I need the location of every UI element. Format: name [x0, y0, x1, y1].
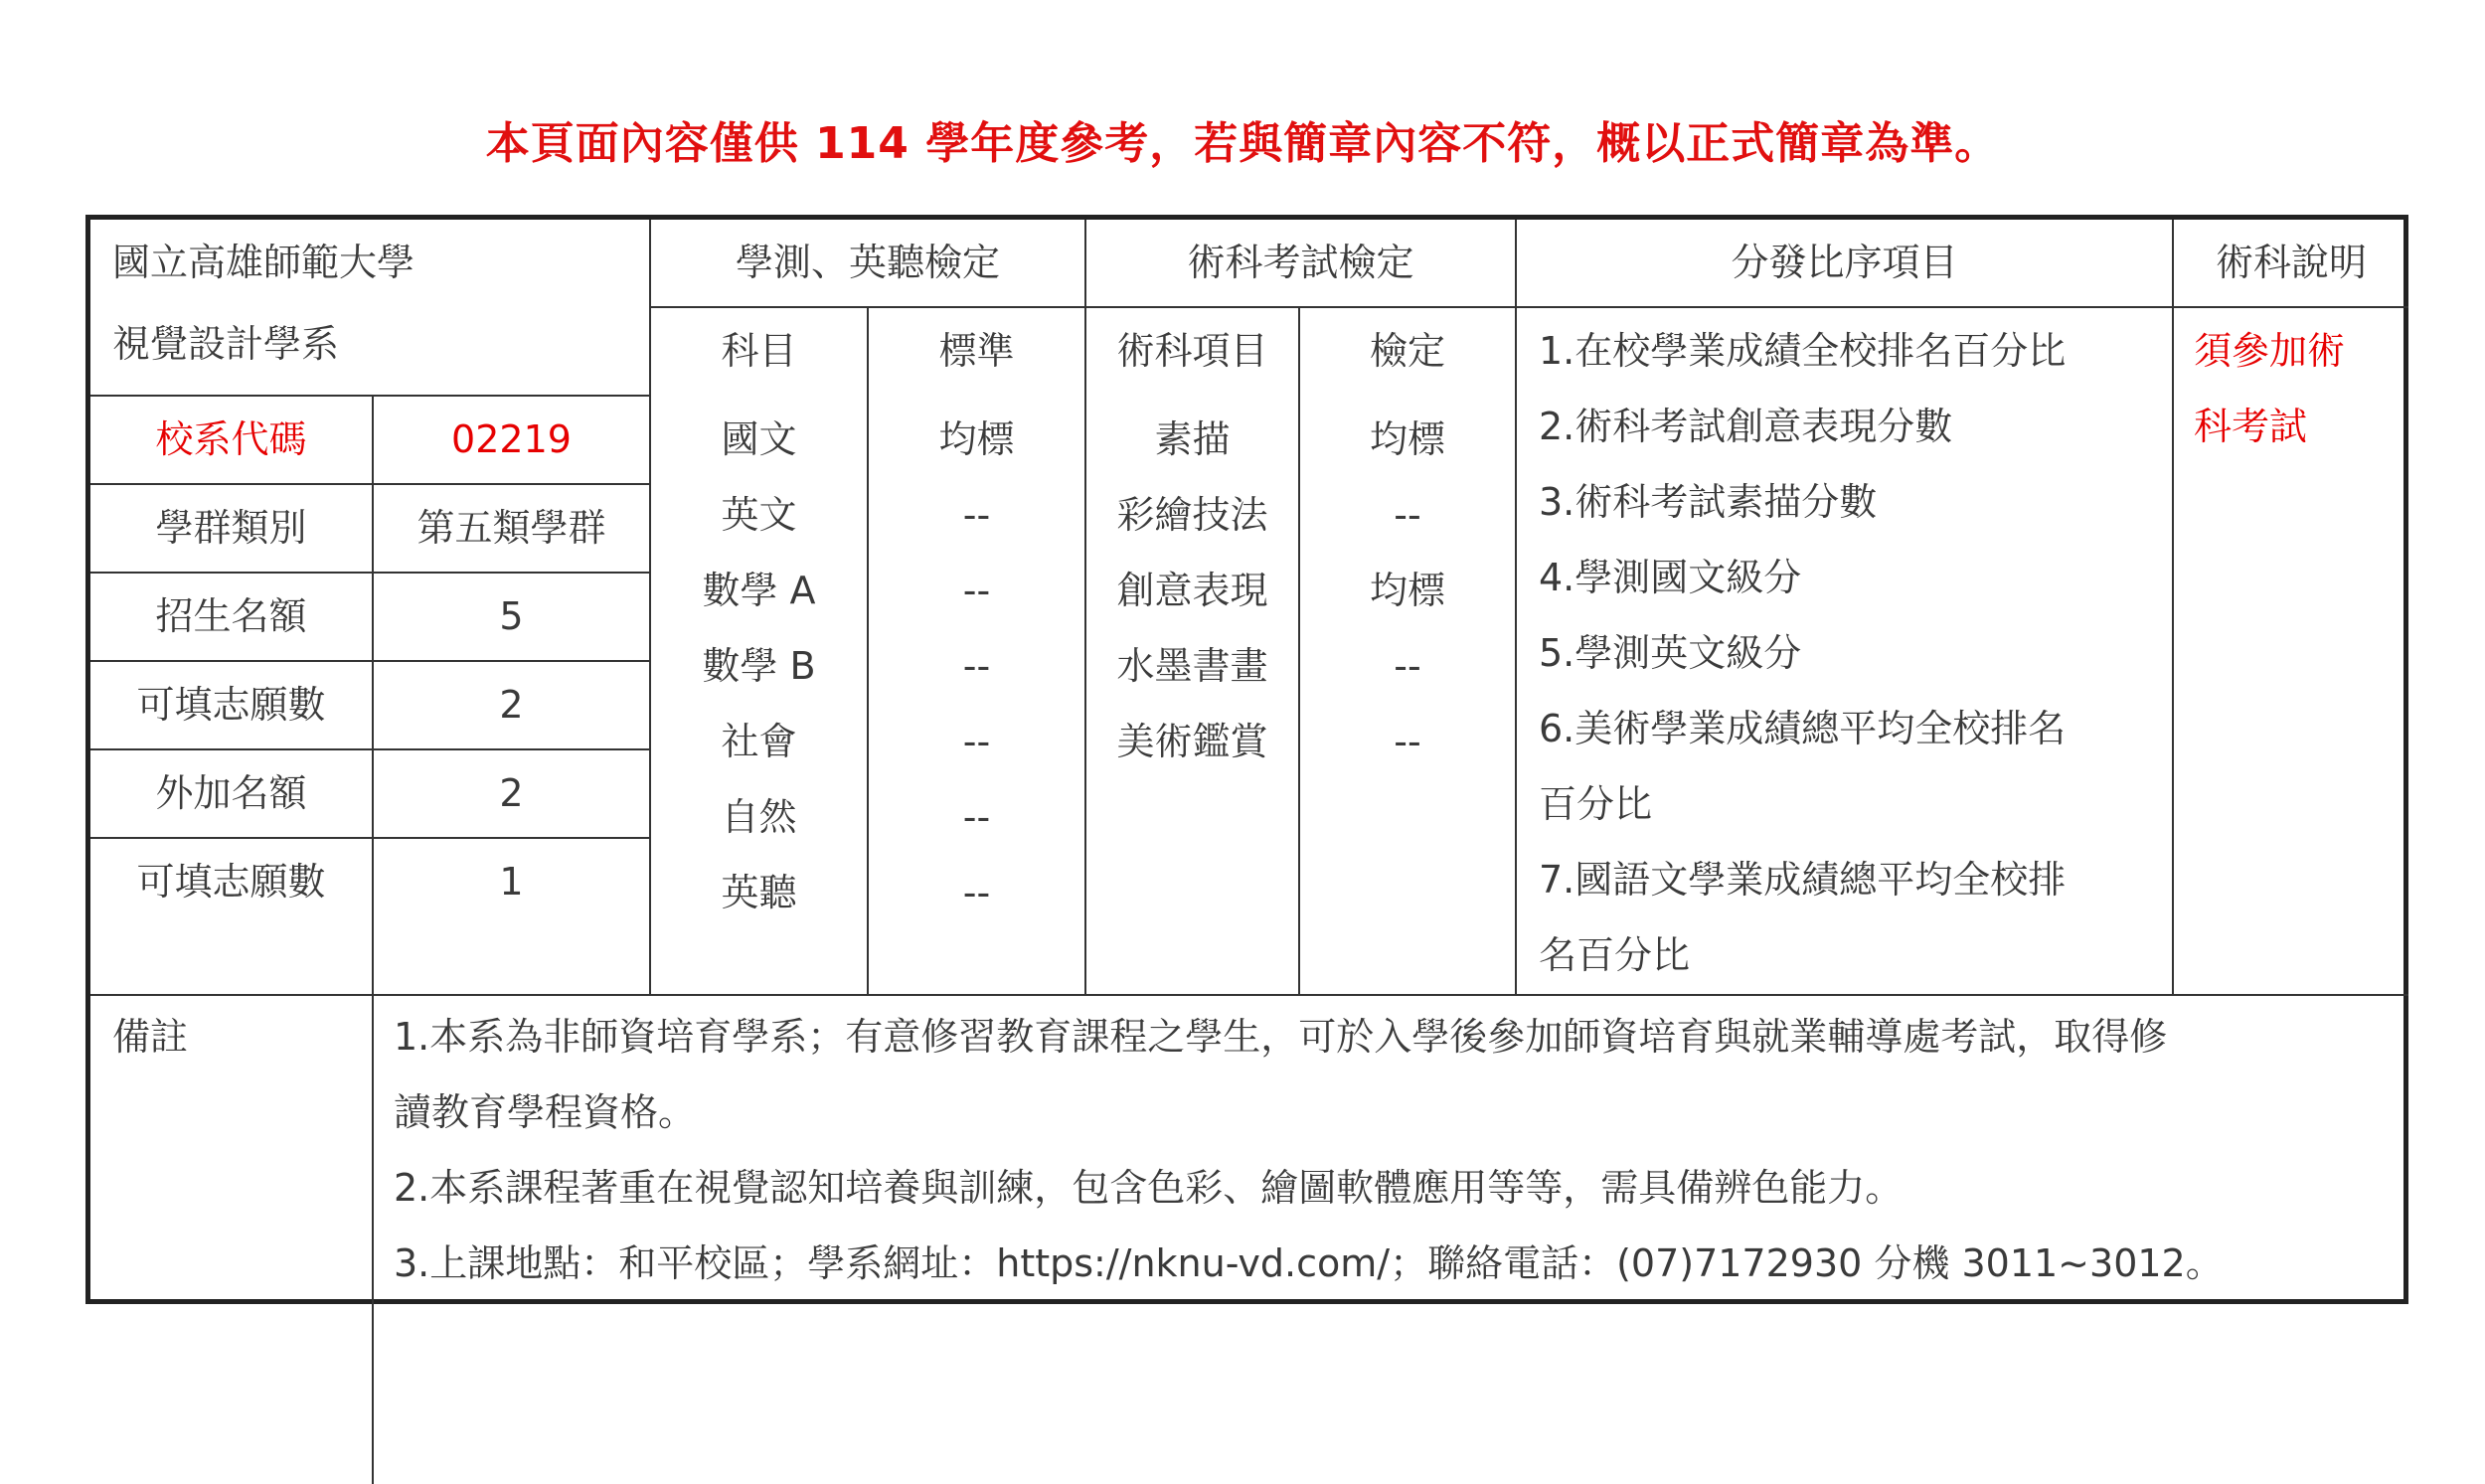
- divider-note-col: [2172, 220, 2174, 994]
- art-check: --: [1394, 720, 1421, 763]
- info-label: 校系代碼: [155, 417, 307, 461]
- art-check: 均標: [1369, 417, 1445, 461]
- gsat-standard: --: [962, 493, 991, 537]
- divider-row1: [90, 483, 649, 485]
- art-note-line: 須參加術: [2194, 329, 2346, 373]
- header-gsat: 學測、英聽檢定: [735, 241, 1000, 284]
- info-value: 2: [499, 683, 524, 727]
- ranking-line: 7.國語文學業成績總平均全校排: [1539, 858, 2067, 902]
- admission-table: [85, 215, 2408, 1304]
- art-note-line: 科考試: [2194, 405, 2308, 448]
- info-label: 可填志願數: [136, 860, 326, 904]
- divider-school: [90, 395, 649, 397]
- gsat-subject: 自然: [721, 795, 797, 839]
- gsat-subject: 數學 B: [702, 644, 816, 688]
- ranking-line: 名百分比: [1539, 933, 1691, 977]
- header-gsat-standard: 標準: [938, 329, 1015, 373]
- divider-row2: [90, 572, 649, 574]
- art-item: 水墨書畫: [1116, 644, 1268, 688]
- ranking-line: 1.在校學業成績全校排名百分比: [1539, 329, 2067, 373]
- art-item: 素描: [1154, 417, 1231, 461]
- gsat-subject: 英聽: [721, 871, 797, 914]
- gsat-standard: --: [962, 644, 991, 688]
- ranking-line: 2.術科考試創意表現分數: [1539, 405, 1953, 448]
- art-check: 均標: [1369, 569, 1445, 612]
- divider-label-col: [372, 395, 374, 1484]
- info-value: 1: [499, 860, 524, 904]
- info-value: 5: [499, 594, 524, 638]
- divider-remarks: [90, 994, 2408, 996]
- header-art-check: 檢定: [1369, 329, 1445, 373]
- header-gsat-subject: 科目: [721, 329, 797, 373]
- info-label: 外加名額: [155, 771, 307, 815]
- gsat-subject: 數學 A: [702, 569, 816, 612]
- header-ranking: 分發比序項目: [1731, 241, 1958, 284]
- art-check: --: [1394, 644, 1421, 688]
- divider-row4: [90, 748, 649, 750]
- art-check: --: [1394, 493, 1421, 537]
- divider-header: [649, 306, 2408, 308]
- divider-rank-col: [1515, 220, 1517, 994]
- school-name: 國立高雄師範大學: [112, 241, 415, 284]
- art-item: 美術鑑賞: [1116, 720, 1268, 763]
- remarks-line: 2.本系課程著重在視覺認知培養與訓練，包含色彩、繪圖軟體應用等等，需具備辨色能力。: [394, 1166, 1904, 1210]
- ranking-line: 5.學測英文級分: [1539, 631, 1802, 675]
- remarks-label: 備註: [112, 1015, 189, 1059]
- remarks-line: 讀教育學程資格。: [394, 1090, 697, 1134]
- header-art-note: 術科說明: [2215, 241, 2367, 284]
- ranking-line: 百分比: [1539, 782, 1653, 826]
- info-value: 第五類學群: [416, 506, 606, 550]
- divider-row5: [90, 837, 649, 839]
- gsat-standard: --: [962, 871, 991, 914]
- gsat-subject: 國文: [721, 417, 797, 461]
- ranking-line: 4.學測國文級分: [1539, 556, 1802, 599]
- art-item: 彩繪技法: [1116, 493, 1268, 537]
- header-art-exam: 術科考試檢定: [1187, 241, 1414, 284]
- gsat-standard: --: [962, 795, 991, 839]
- info-label: 學群類別: [155, 506, 307, 550]
- gsat-subject: 社會: [721, 720, 797, 763]
- remarks-line: 3.上課地點：和平校區；學系網址：https://nknu-vd.com/；聯絡電話：(07)7172930 分機 3011~3012。: [394, 1241, 2224, 1285]
- gsat-subject: 英文: [721, 493, 797, 537]
- art-item: 創意表現: [1116, 569, 1268, 612]
- remarks-line: 1.本系為非師資培育學系；有意修習教育課程之學生，可於入學後參加師資培育與就業輔導處考試，取得修: [394, 1015, 2168, 1059]
- info-label: 可填志願數: [136, 683, 326, 727]
- department-name: 視覺設計學系: [112, 322, 340, 366]
- header-art-item: 術科項目: [1116, 329, 1268, 373]
- info-value: 2: [499, 771, 524, 815]
- gsat-standard: 均標: [938, 417, 1015, 461]
- notice-banner: 本頁面內容僅供 114 學年度參考，若與簡章內容不符，概以正式簡章為準。: [485, 118, 2000, 169]
- gsat-standard: --: [962, 569, 991, 612]
- info-value: 02219: [451, 417, 572, 461]
- ranking-line: 3.術科考試素描分數: [1539, 480, 1878, 524]
- gsat-standard: --: [962, 720, 991, 763]
- ranking-line: 6.美術學業成績總平均全校排名: [1539, 707, 2067, 750]
- divider-row3: [90, 660, 649, 662]
- info-label: 招生名額: [155, 594, 307, 638]
